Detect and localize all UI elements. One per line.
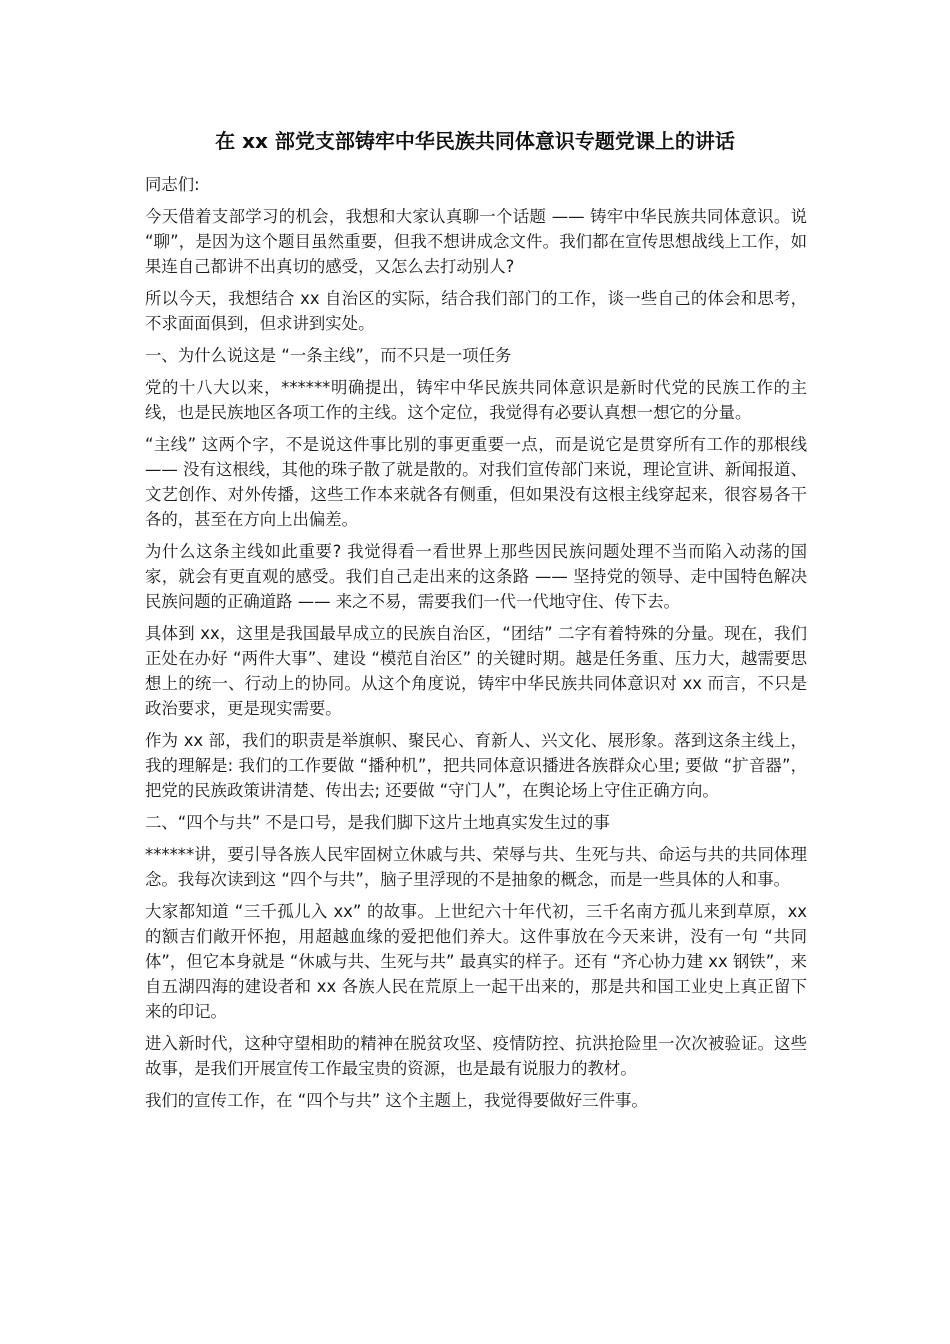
paragraph: 为什么这条主线如此重要? 我觉得看一看世界上那些因民族问题处理不当而陷入动荡的国家，就会有更直观的感受。我们自己走出来的这条路 —— 坚持党的领导、走中国特色解决民族问题的正确道路 —— 来之不易，需要我们一代一代地守住、传下去。 bbox=[145, 542, 807, 611]
paragraph: ******讲，要引导各族人民牢固树立休戚与共、荣辱与共、生死与共、命运与共的共同体理念。我每次读到这 “四个与共”，脑子里浮现的不是抽象的概念，而是一些具体的人和事。 bbox=[145, 845, 807, 889]
document-body bbox=[145, 172, 807, 1120]
paragraph: 所以今天，我想结合 xx 自治区的实际，结合我们部门的工作，谈一些自己的体会和思考，不求面面俱到，但求讲到实处。 bbox=[145, 289, 807, 333]
salutation: 同志们: bbox=[145, 175, 200, 194]
paragraph: 具体到 xx，这里是我国最早成立的民族自治区，“团结” 二字有着特殊的分量。现在，我们正处在办好 “两件大事”、建设 “模范自治区” 的关键时期。越是任务重、压力大，越需要思想上的统一、行动上的协同。从这个角度说，铸牢中华民族共同体意识对 xx 而言，不只是政治要求，更是现实需要。 bbox=[145, 624, 807, 718]
section-heading: 二、“四个与共” 不是口号，是我们脚下这片土地真实发生过的事 bbox=[145, 813, 610, 832]
paragraph: 党的十八大以来，******明确提出，铸牢中华民族共同体意识是新时代党的民族工作的主线，也是民族地区各项工作的主线。这个定位，我觉得有必要认真想一想它的分量。 bbox=[145, 378, 807, 422]
section-heading: 一、为什么说这是 “一条主线”，而不只是一项任务 bbox=[145, 346, 512, 365]
paragraph: 作为 xx 部，我们的职责是举旗帜、聚民心、育新人、兴文化、展形象。落到这条主线上，我的理解是: 我们的工作要做 “播种机”，把共同体意识播进各族群众心里; 要做 “扩音器”，把党的民族政策讲清楚、传出去; 还要做 “守门人”，在舆论场上守住正确方向。 bbox=[145, 731, 807, 800]
paragraph: 我们的宣传工作，在 “四个与共” 这个主题上，我觉得要做好三件事。 bbox=[145, 1091, 648, 1110]
paragraph: “主线” 这两个字，不是说这件事比别的事更重要一点，而是说它是贯穿所有工作的那根线 —— 没有这根线，其他的珠子散了就是散的。对我们宣传部门来说，理论宣讲、新闻报道、文艺创作、对外传播，这些工作本来就各有侧重，但如果没有这根主线穿起来，很容易各干各的，甚至在方向上出偏差。 bbox=[145, 435, 807, 529]
paragraph: 进入新时代，这种守望相助的精神在脱贫攻坚、疫情防控、抗洪抢险里一次次被验证。这些故事，是我们开展宣传工作最宝贵的资源，也是最有说服力的教材。 bbox=[145, 1034, 807, 1078]
paragraph: 大家都知道 “三千孤儿入 xx” 的故事。上世纪六十年代初，三千名南方孤儿来到草原，xx 的额吉们敞开怀抱，用超越血缘的爱把他们养大。这件事放在今天来讲，没有一句 “共同体”，但它本身就是 “休戚与共、生死与共” 最真实的样子。还有 “齐心协力建 xx 钢铁”，来自五湖四海的建设者和 xx 各族人民在荒原上一起干出来的，那是共和国工业史上真正留下来的印记。 bbox=[145, 902, 807, 1021]
document-title: 在 xx 部党支部铸牢中华民族共同体意识专题党课上的讲话 bbox=[215, 129, 735, 153]
paragraph: 今天借着支部学习的机会，我想和大家认真聊一个话题 —— 铸牢中华民族共同体意识。说 “聊”，是因为这个题目虽然重要，但我不想讲成念文件。我们都在宣传思想战线上工作，如果连自己都讲不出真切的感受，又怎么去打动别人? bbox=[145, 207, 807, 276]
